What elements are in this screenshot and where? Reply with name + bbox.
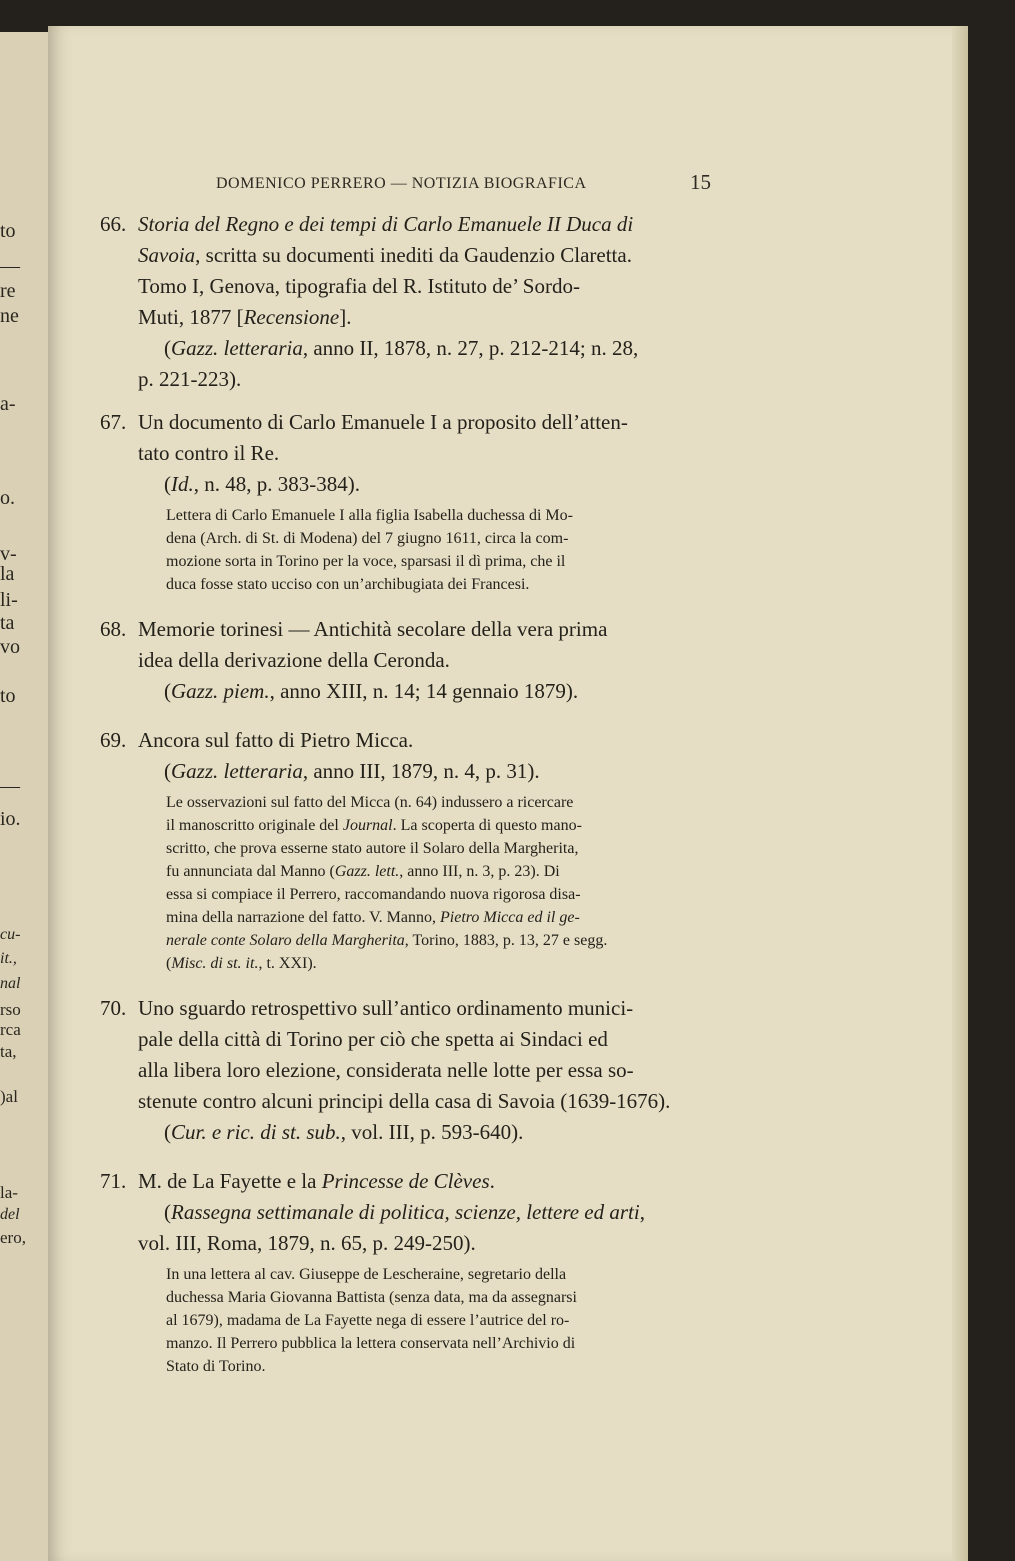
- bibliography-entry: [100, 407, 730, 596]
- italic-text: Pietro Micca ed il ge-: [440, 909, 580, 926]
- text-run: dena (Arch. di St. di Modena) del 7 giugno 1611, circa la com-: [166, 530, 569, 547]
- left-page-fragment: ero,: [0, 1228, 26, 1247]
- italic-text: Gazz. lett.: [334, 863, 400, 880]
- left-page-fragment: li-: [0, 589, 18, 611]
- italic-text: Gazz. letteraria: [171, 336, 303, 360]
- entry-title-line: [100, 271, 730, 302]
- entry-number: 70.: [100, 996, 127, 1020]
- text-run: In una lettera al cav. Giuseppe de Lescheraine, segretario della: [166, 1266, 567, 1283]
- entry-title-line: [100, 240, 730, 271]
- italic-text: Id.: [171, 472, 194, 496]
- text-run: al 1679), madama de La Fayette nega di essere l’autrice del ro-: [166, 1312, 570, 1329]
- text-run: (: [164, 759, 171, 783]
- left-page-fragment: re: [0, 280, 16, 302]
- entry-number: 69.: [100, 728, 127, 752]
- left-page-fragment: rso: [0, 1000, 21, 1019]
- bibliography-list: [100, 205, 730, 1378]
- left-page-fragment: v-: [0, 543, 17, 565]
- text-run: Muti, 1877 [: [138, 305, 244, 329]
- running-header: DOMENICO PERRERO — NOTIZIA BIOGRAFICA: [216, 175, 587, 192]
- entry-citation-line: [100, 333, 730, 364]
- left-page-fragment: nal: [0, 975, 21, 992]
- entry-title-line: [100, 725, 730, 756]
- left-page-fragment: —: [0, 775, 20, 797]
- entry-title-line: [100, 1086, 730, 1117]
- entry-citation-line: [100, 756, 730, 787]
- left-page-fragment: o.: [0, 487, 15, 509]
- bibliography-entry: [100, 209, 730, 395]
- text-run: tato contro il Re.: [138, 441, 280, 465]
- entry-note-line: [100, 1355, 730, 1378]
- entry-title-line: [100, 407, 730, 438]
- left-page-fragment: cu-: [0, 926, 21, 943]
- text-run: . La scoperta di questo mano-: [392, 817, 582, 834]
- previous-page-edge: [0, 32, 48, 1561]
- entry-title-line: [100, 645, 730, 676]
- left-page-fragment: ne: [0, 305, 19, 327]
- text-run: vol. III, Roma, 1879, n. 65, p. 249-250).: [138, 1231, 476, 1255]
- entry-note-line: [100, 1286, 730, 1309]
- entry-note-line: [100, 573, 730, 596]
- text-run: Lettera di Carlo Emanuele I alla figlia Isabella duchessa di Mo-: [166, 507, 573, 524]
- left-page-fragment: vo: [0, 636, 20, 658]
- left-page-fragment: del: [0, 1206, 20, 1223]
- text-run: scritto, che prova esserne stato autore il Solaro della Margherita,: [166, 840, 579, 857]
- entry-note-line: [100, 1332, 730, 1355]
- entry-citation-line: [100, 1228, 730, 1259]
- italic-text: Recensione: [243, 305, 340, 329]
- entry-citation-line: [100, 364, 730, 395]
- text-run: Un documento di Carlo Emanuele I a proposito dell’atten-: [138, 410, 628, 434]
- text-run: pale della città di Torino per ciò che spetta ai Sindaci ed: [138, 1027, 608, 1051]
- text-run: , anno III, n. 3, p. 23). Di: [399, 863, 560, 880]
- italic-text: Misc. di st. it.: [171, 955, 259, 972]
- entry-note-line: [100, 883, 730, 906]
- page-number: 15: [690, 170, 711, 194]
- left-page-fragment: io.: [0, 808, 21, 830]
- text-run: Stato di Torino.: [166, 1358, 266, 1375]
- text-run: Le osservazioni sul fatto del Micca (n. 64) indussero a ricercare: [166, 794, 574, 811]
- entry-citation-line: [100, 676, 730, 707]
- text-run: (: [166, 955, 172, 972]
- left-page-fragment: la-: [0, 1183, 18, 1202]
- text-run: mina della narrazione del fatto. V. Manno,: [166, 909, 440, 926]
- text-run: ,: [639, 1200, 645, 1224]
- entry-number: 66.: [100, 212, 127, 236]
- entry-title-line: [100, 1024, 730, 1055]
- italic-text: Rassegna settimanale di politica, scienze, lettere ed arti: [171, 1200, 640, 1224]
- bibliography-entry: [100, 614, 730, 707]
- text-run: duchessa Maria Giovanna Battista (senza data, ma da assegnarsi: [166, 1289, 577, 1306]
- entry-title-line: [100, 209, 730, 240]
- entry-note-line: [100, 791, 730, 814]
- text-run: (: [164, 336, 171, 360]
- text-run: il manoscritto originale del: [166, 817, 343, 834]
- bibliography-entry: [100, 725, 730, 975]
- left-page-fragment: ta,: [0, 1042, 17, 1061]
- entry-note-line: [100, 814, 730, 837]
- page-edge-shadow: [952, 26, 968, 1561]
- entry-citation-line: [100, 1117, 730, 1148]
- text-run: , anno XIII, n. 14; 14 gennaio 1879).: [269, 679, 579, 703]
- italic-text: Savoia: [138, 243, 196, 267]
- entry-note-line: [100, 527, 730, 550]
- entry-note-line: [100, 906, 730, 929]
- text-run: M. de La Fayette e la: [138, 1169, 322, 1193]
- text-run: idea della derivazione della Ceronda.: [138, 648, 450, 672]
- entry-citation-line: [100, 469, 730, 500]
- entry-note-line: [100, 550, 730, 573]
- entry-number: 68.: [100, 617, 127, 641]
- entry-note-line: [100, 860, 730, 883]
- text-run: , n. 48, p. 383-384).: [193, 472, 360, 496]
- italic-text: Princesse de Clèves: [321, 1169, 490, 1193]
- text-run: (: [164, 472, 171, 496]
- entry-title-line: [100, 1055, 730, 1086]
- text-run: fu annunciata dal Manno (: [166, 863, 335, 880]
- text-run: Tomo I, Genova, tipografia del R. Istituto de’ Sordo-: [138, 274, 580, 298]
- entry-note-line: [100, 929, 730, 952]
- text-run: stenute contro alcuni principi della casa di Savoia (1639-1676).: [138, 1089, 671, 1113]
- entry-note-line: [100, 837, 730, 860]
- text-run: (: [164, 1200, 171, 1224]
- entry-number: 67.: [100, 410, 127, 434]
- italic-text: Gazz. piem.: [171, 679, 270, 703]
- italic-text: Journal: [342, 817, 393, 834]
- entry-note-line: [100, 504, 730, 527]
- bibliography-entry: [100, 1166, 730, 1378]
- text-run: essa si compiace il Perrero, raccomandando nuova rigorosa disa-: [166, 886, 581, 903]
- entry-title-line: [100, 302, 730, 333]
- text-run: Memorie torinesi — Antichità secolare della vera prima: [138, 617, 608, 641]
- text-run: , scritta su documenti inediti da Gaudenzio Claretta.: [195, 243, 632, 267]
- left-page-fragment: rca: [0, 1020, 21, 1039]
- left-page-fragment: to: [0, 685, 16, 707]
- text-run: manzo. Il Perrero pubblica la lettera conservata nell’Archivio di: [166, 1335, 576, 1352]
- entry-note-line: [100, 1263, 730, 1286]
- entry-title-line: [100, 1166, 730, 1197]
- italic-text: nerale conte Solaro della Margherita: [166, 932, 405, 949]
- text-run: .: [489, 1169, 495, 1193]
- text-run: mozione sorta in Torino per la voce, sparsasi il dì prima, che il: [166, 553, 566, 570]
- left-page-fragment: —: [0, 255, 20, 277]
- entry-title-line: [100, 993, 730, 1024]
- text-run: duca fosse stato ucciso con un’archibugiata dei Francesi.: [166, 576, 530, 593]
- text-run: (: [164, 1120, 171, 1144]
- entry-title-line: [100, 614, 730, 645]
- entry-note-line: [100, 952, 730, 975]
- text-run: Uno sguardo retrospettivo sull’antico ordinamento munici-: [138, 996, 634, 1020]
- text-run: p. 221-223).: [138, 367, 242, 391]
- text-run: , anno II, 1878, n. 27, p. 212-214; n. 28,: [302, 336, 639, 360]
- text-run: Ancora sul fatto di Pietro Micca.: [138, 728, 414, 752]
- text-run: , t. XXI).: [258, 955, 317, 972]
- italic-text: Cur. e ric. di st. sub.: [171, 1120, 341, 1144]
- text-run: ].: [339, 305, 352, 329]
- italic-text: Storia del Regno e dei tempi di Carlo Emanuele II Duca di: [138, 212, 634, 236]
- left-page-fragment: a-: [0, 393, 16, 415]
- entry-title-line: [100, 438, 730, 469]
- entry-number: 71.: [100, 1169, 127, 1193]
- text-run: , Torino, 1883, p. 13, 27 e segg.: [404, 932, 608, 949]
- text-run: alla libera loro elezione, considerata nelle lotte per essa so-: [138, 1058, 634, 1082]
- bibliography-entry: [100, 993, 730, 1148]
- entry-citation-line: [100, 1197, 730, 1228]
- text-run: , anno III, 1879, n. 4, p. 31).: [302, 759, 540, 783]
- text-run: , vol. III, p. 593-640).: [340, 1120, 524, 1144]
- left-page-fragment: it.,: [0, 950, 17, 967]
- left-page-fragment: )al: [0, 1087, 18, 1106]
- left-page-fragment: ta: [0, 612, 15, 634]
- entry-note-line: [100, 1309, 730, 1332]
- left-page-fragment: la: [0, 563, 15, 585]
- text-run: (: [164, 679, 171, 703]
- italic-text: Gazz. letteraria: [171, 759, 303, 783]
- left-page-fragment: to: [0, 220, 16, 242]
